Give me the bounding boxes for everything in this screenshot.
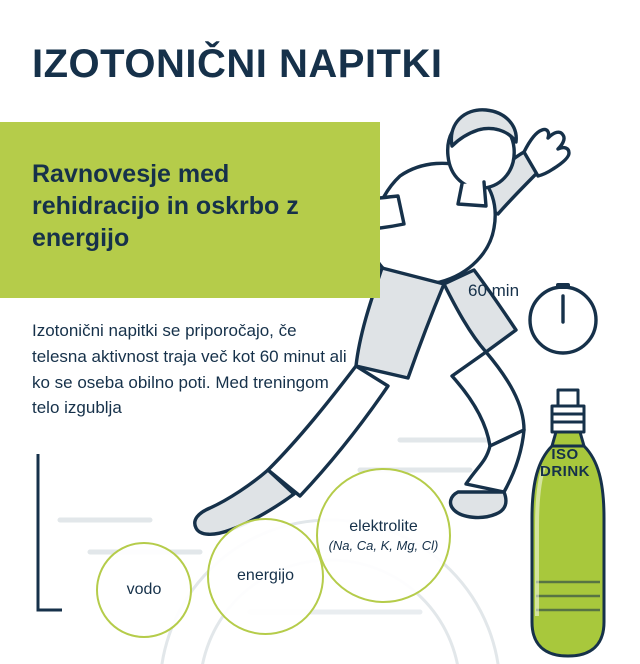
bubble-energijo-label: energijo (237, 567, 294, 585)
banner-heading: Ravnovesje med rehidracijo in oskrbo z energijo (32, 160, 299, 252)
page-title: IZOTONIČNI NAPITKI (32, 42, 443, 86)
bubble-elektrolite (316, 468, 451, 603)
timer-label: 60 min (468, 281, 520, 300)
bottle-label-line2: DRINK (540, 463, 590, 481)
sports-bottle-illustration (520, 386, 620, 664)
bottle-label (533, 446, 597, 481)
bubble-elektrolite-label: elektrolite (349, 517, 418, 535)
bubble-vodo (96, 542, 192, 638)
bubble-vodo-label: vodo (126, 580, 162, 598)
bubble-elektrolite-sublabel: (Na, Ca, K, Mg, Cl) (328, 537, 439, 553)
bubble-energijo (207, 518, 324, 635)
timer-icon (530, 283, 596, 353)
bottle-label-line1: ISO (551, 446, 579, 463)
bracket-line (34, 452, 64, 612)
body-paragraph: Izotonični napitki se priporočajo, če telesna aktivnost traja več kot 60 minut ali ko se oseba obilno poti. Med treningom telo izgublja (32, 321, 347, 418)
